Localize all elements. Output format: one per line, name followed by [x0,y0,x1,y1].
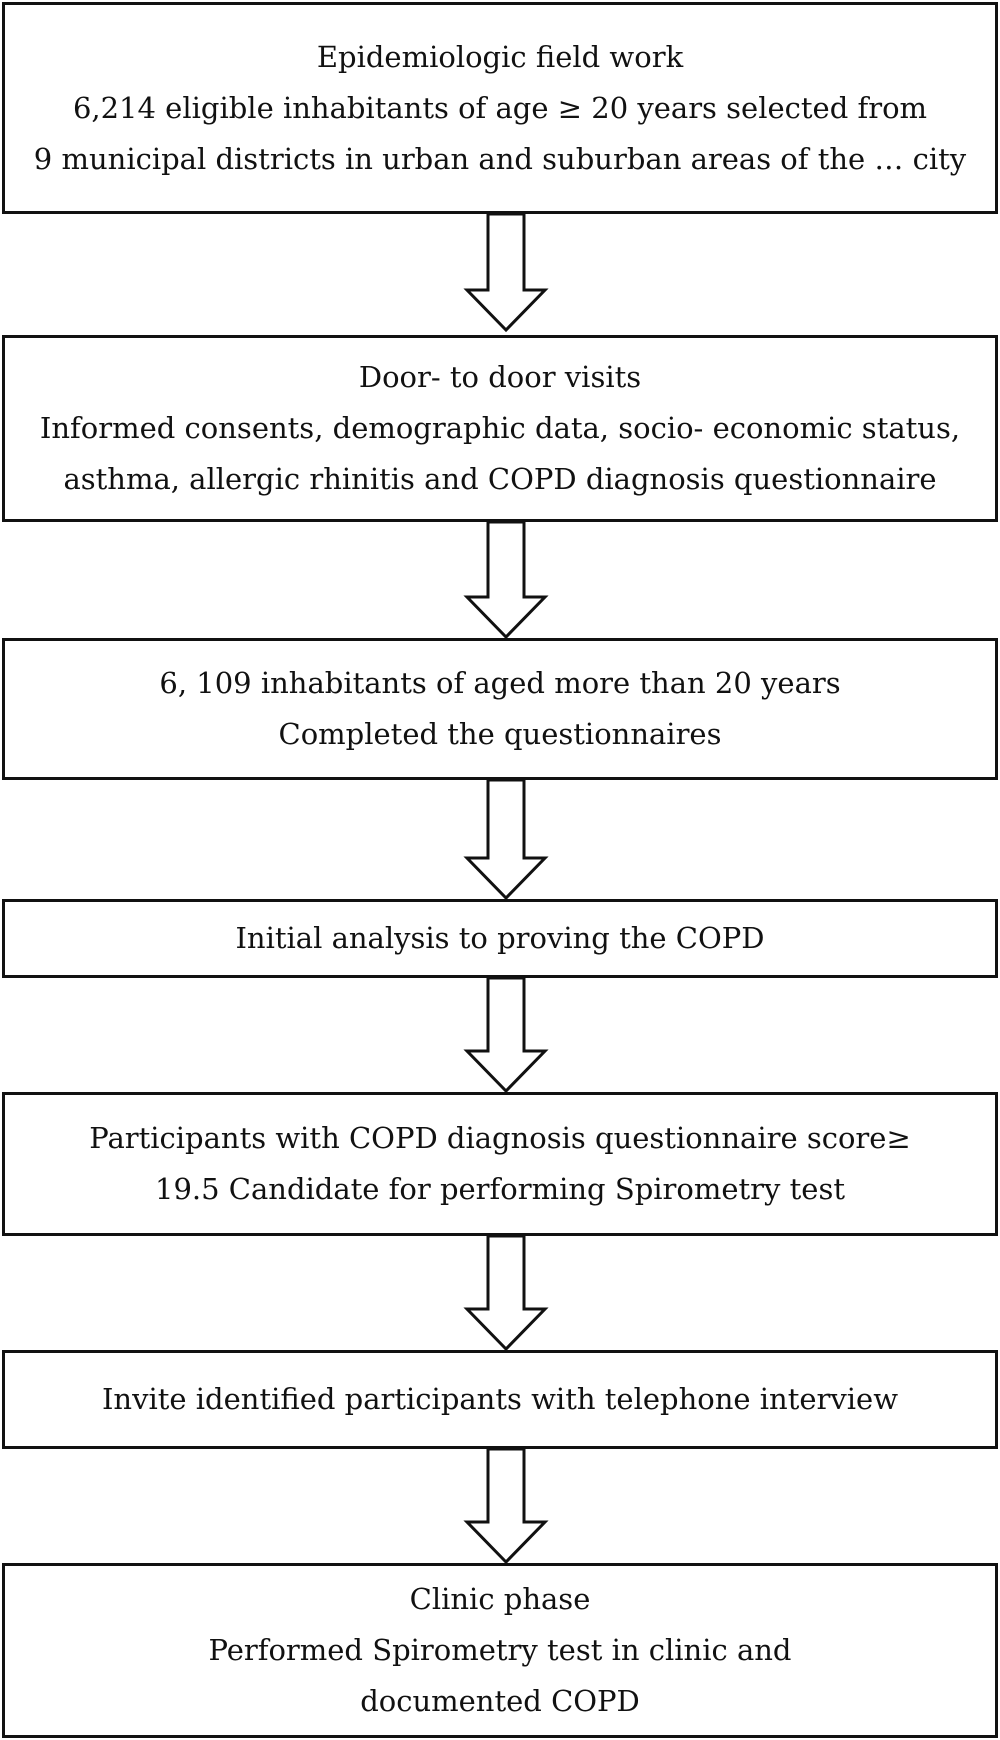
step-field-work [2,2,998,214]
step-completed-questionnaires-line-2: Completed the questionnaires [278,717,722,751]
step-door-visits-line-2: Informed consents, demographic data, socio- economic status, [39,411,961,445]
step-door-visits [2,335,998,522]
step-telephone-invite [2,1350,998,1449]
step-spirometry-candidates-line-1: Participants with COPD diagnosis questionnaire score≥ [89,1121,911,1155]
step-door-visits-line-3: asthma, allergic rhinitis and COPD diagnosis questionnaire [63,462,937,496]
step-completed-questionnaires [2,638,998,780]
step-spirometry-candidates [2,1092,998,1236]
arrow-down-icon [465,978,547,1093]
step-completed-questionnaires-line-1: 6, 109 inhabitants of aged more than 20 years [159,666,841,700]
step-initial-analysis [2,899,998,978]
step-clinic-phase-line-3: documented COPD [360,1684,640,1718]
step-initial-analysis-line-1: Initial analysis to proving the COPD [235,921,765,955]
arrow-down-icon [465,214,547,332]
step-clinic-phase-line-2: Performed Spirometry test in clinic and [208,1633,792,1667]
step-field-work-line-2: 6,214 eligible inhabitants of age ≥ 20 years selected from [72,90,928,125]
arrow-down-icon [465,780,547,900]
arrow-down-icon [465,1449,547,1564]
step-spirometry-candidates-line-2: 19.5 Candidate for performing Spirometry test [155,1172,845,1206]
step-telephone-invite-line-1: Invite identified participants with telephone interview [101,1382,899,1416]
arrow-down-icon [465,522,547,639]
step-clinic-phase-line-1: Clinic phase [409,1582,591,1616]
arrow-down-icon [465,1236,547,1351]
step-field-work-line-1: Epidemiologic field work [316,39,684,74]
step-clinic-phase [2,1563,998,1738]
step-door-visits-line-1: Door- to door visits [358,360,642,394]
step-field-work-line-3: 9 municipal districts in urban and suburban areas of the … city [33,141,967,176]
